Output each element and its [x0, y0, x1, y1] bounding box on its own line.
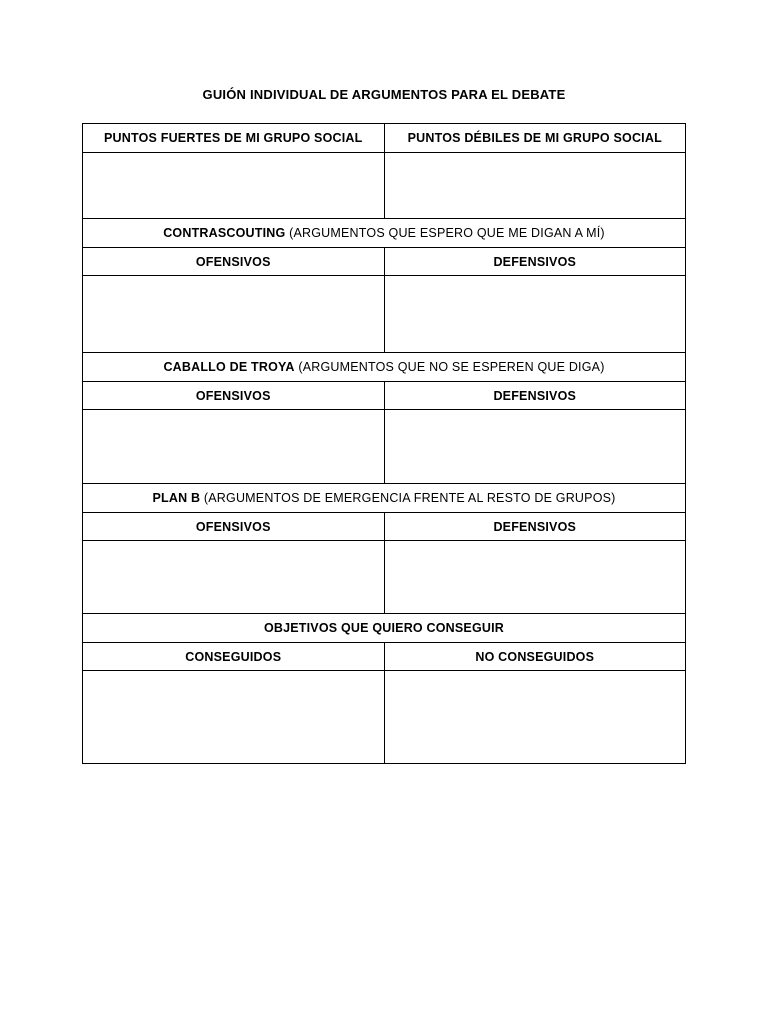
contrascouting-section-title	[83, 219, 686, 248]
weak-points-header: PUNTOS DÉBILES DE MI GRUPO SOCIAL	[384, 124, 686, 153]
argument-worksheet-table	[82, 123, 686, 764]
document-title: GUIÓN INDIVIDUAL DE ARGUMENTOS PARA EL DEBATE	[202, 87, 566, 102]
section-title-description: (ARGUMENTOS QUE NO SE ESPEREN QUE DIGA)	[294, 360, 605, 374]
plan-b-answer-row	[83, 541, 686, 614]
section-title-bold: OBJETIVOS QUE QUIERO CONSEGUIR	[263, 621, 505, 635]
objetivos-section-row	[83, 614, 686, 643]
objetivos-section-title	[83, 614, 686, 643]
objetivos-subheader-row	[83, 643, 686, 671]
caballo-de-troya-section-title	[83, 353, 686, 382]
section-title-description: (ARGUMENTOS QUE ESPERO QUE ME DIGAN A MÍ)	[285, 226, 605, 240]
caballo-de-troya-subheader-row	[83, 382, 686, 410]
caballo-de-troya-offensive-answer-cell[interactable]	[83, 410, 385, 484]
section-title-bold: CABALLO DE TROYA	[163, 360, 295, 374]
section-title-bold: CONTRASCOUTING	[163, 226, 286, 240]
contrascouting-defensive-answer-cell[interactable]	[384, 276, 686, 353]
caballo-de-troya-defensive-answer-cell[interactable]	[384, 410, 686, 484]
not-achieved-header: NO CONSEGUIDOS	[384, 643, 686, 671]
caballo-de-troya-section-row	[83, 353, 686, 382]
section-title-description: (ARGUMENTOS DE EMERGENCIA FRENTE AL RESTO DE GRUPOS)	[200, 491, 616, 505]
contrascouting-offensive-header: OFENSIVOS	[83, 248, 385, 276]
strong-points-header: PUNTOS FUERTES DE MI GRUPO SOCIAL	[83, 124, 385, 153]
strong-points-answer-cell[interactable]	[83, 153, 385, 219]
plan-b-offensive-answer-cell[interactable]	[83, 541, 385, 614]
weak-points-answer-cell[interactable]	[384, 153, 686, 219]
plan-b-defensive-header: DEFENSIVOS	[384, 513, 686, 541]
contrascouting-offensive-answer-cell[interactable]	[83, 276, 385, 353]
achieved-header: CONSEGUIDOS	[83, 643, 385, 671]
not-achieved-answer-cell[interactable]	[384, 671, 686, 764]
objetivos-answer-row	[83, 671, 686, 764]
plan-b-section-title	[83, 484, 686, 513]
caballo-de-troya-answer-row	[83, 410, 686, 484]
plan-b-offensive-header: OFENSIVOS	[83, 513, 385, 541]
plan-b-defensive-answer-cell[interactable]	[384, 541, 686, 614]
section-title-bold: PLAN B	[152, 491, 201, 505]
caballo-de-troya-defensive-header: DEFENSIVOS	[384, 382, 686, 410]
contrascouting-section-row	[83, 219, 686, 248]
strengths-weaknesses-answer-row	[83, 153, 686, 219]
caballo-de-troya-offensive-header: OFENSIVOS	[83, 382, 385, 410]
contrascouting-answer-row	[83, 276, 686, 353]
contrascouting-subheader-row	[83, 248, 686, 276]
contrascouting-defensive-header: DEFENSIVOS	[384, 248, 686, 276]
plan-b-subheader-row	[83, 513, 686, 541]
achieved-answer-cell[interactable]	[83, 671, 385, 764]
plan-b-section-row	[83, 484, 686, 513]
strengths-weaknesses-header-row	[83, 124, 686, 153]
